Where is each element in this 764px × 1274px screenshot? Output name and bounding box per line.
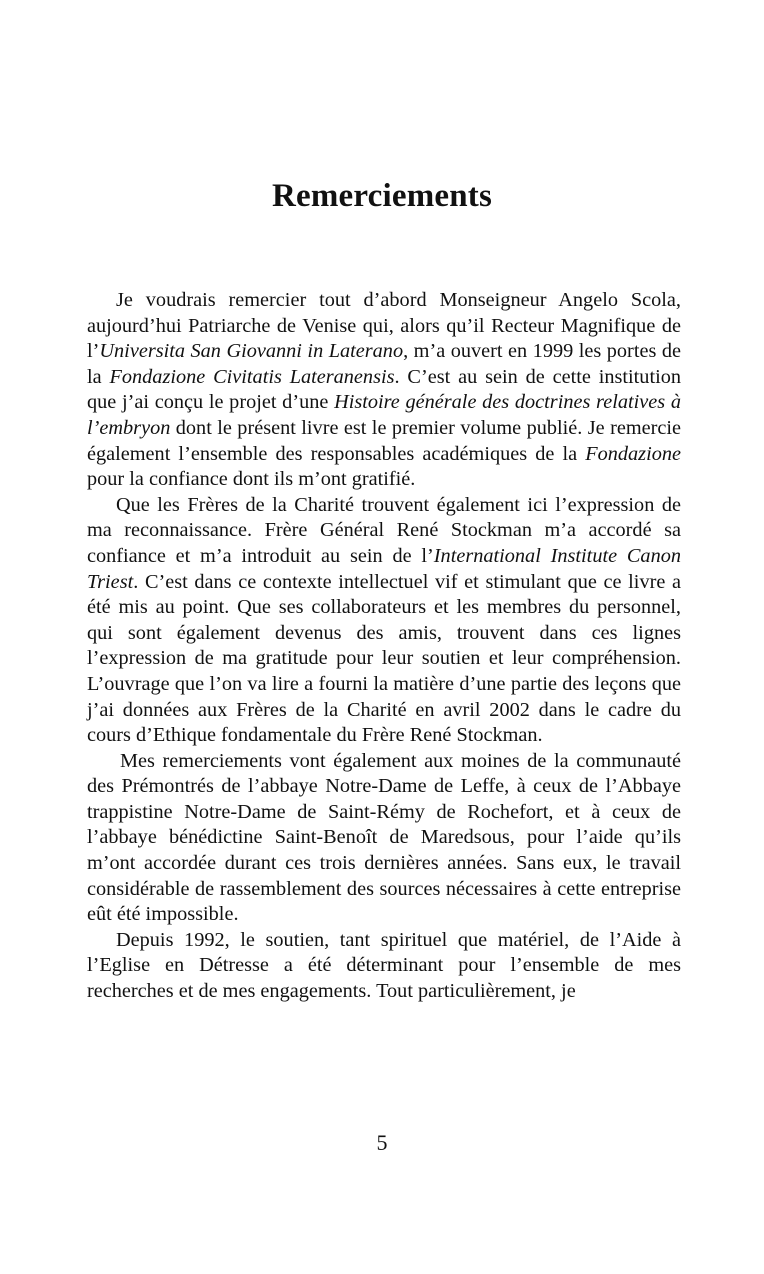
paragraph-4-segment-1: Depuis 1992, le soutien, tant spirituel que matériel, de l’Aide à l’Eglise en Détresse a été déterminant pour l’ensemble de mes recherches et de mes engagements. Tout particulièrement, je bbox=[87, 928, 681, 1003]
paragraph-1-segment-2: Universita San Giovanni in Laterano bbox=[99, 340, 404, 363]
paragraph-2-segment-1: Que les Frères de la Charité trouvent également ici l’expression de ma reconnaissance. Frère Général René Stockman m’a accordé sa confiance et m’a introduit au sein de l’ bbox=[87, 493, 681, 567]
paragraph-1-segment-9: pour la confiance dont ils m’ont gratifié. bbox=[87, 468, 416, 491]
paragraph-3-segment-1: Mes remerciements vont également aux moines de la communauté des Prémontrés de l’abbaye Notre-Dame de Leffe, à ceux de l’Abbaye trappistine Notre-Dame de Saint-Rémy de Rochefort, et à ceux de l’abbaye bénédictine Saint-Benoît de Maredsous, pour l’aide qu’ils m’ont accordée durant ces trois dernières années. Sans eux, le travail considérable de rassemblement des sources nécessaires à cette entreprise eût été impossible. bbox=[87, 749, 681, 926]
paragraph-3 bbox=[87, 749, 681, 928]
paragraph-1-segment-1: Je voudrais remercier tout d’abord Monseigneur Angelo Scola, aujourd’hui Patriarche de Venise qui, alors qu’il Recteur Magnifique de l’ bbox=[87, 289, 681, 363]
paragraph-1-segment-6: Histoire générale des doctrines relatives à l’embryon bbox=[87, 391, 681, 439]
paragraph-2-segment-2: International Institute Canon Triest bbox=[87, 544, 681, 593]
paragraph-1-segment-8: Fondazione bbox=[585, 442, 681, 465]
paragraph-1 bbox=[87, 288, 681, 493]
body-text bbox=[87, 288, 681, 1005]
paragraph-4 bbox=[87, 928, 681, 1005]
paragraph-1-segment-7: dont le présent livre est le premier volume publié. Je remercie également l’ensemble des responsables académiques de la bbox=[87, 416, 681, 465]
paragraph-1-segment-5: . C’est au sein de cette institution que j’ai conçu le projet d’une bbox=[87, 365, 681, 414]
paragraph-2-segment-3: . C’est dans ce contexte intellectuel vif et stimulant que ce livre a été mis au point. Que ses collaborateurs et les membres du personnel, qui sont également devenus des amis, trouvent dans ces lignes l’expression de ma gratitude pour leur soutien et leur compréhension. L’ouvrage que l’on va lire a fourni la matière d’une partie des leçons que j’ai données aux Frères de la Charité en avril 2002 dans le cadre du cours d’Ethique fondamentale du Frère René Stockman. bbox=[87, 570, 681, 747]
paragraph-1-segment-3: , m’a ouvert en 1999 les portes de la bbox=[87, 340, 681, 388]
page-number: 5 bbox=[376, 1130, 388, 1155]
paragraph-2 bbox=[87, 493, 681, 749]
paragraph-1-segment-4: Fondazione Civitatis Lateranensis bbox=[109, 365, 395, 388]
page-title: Remerciements bbox=[271, 178, 493, 214]
